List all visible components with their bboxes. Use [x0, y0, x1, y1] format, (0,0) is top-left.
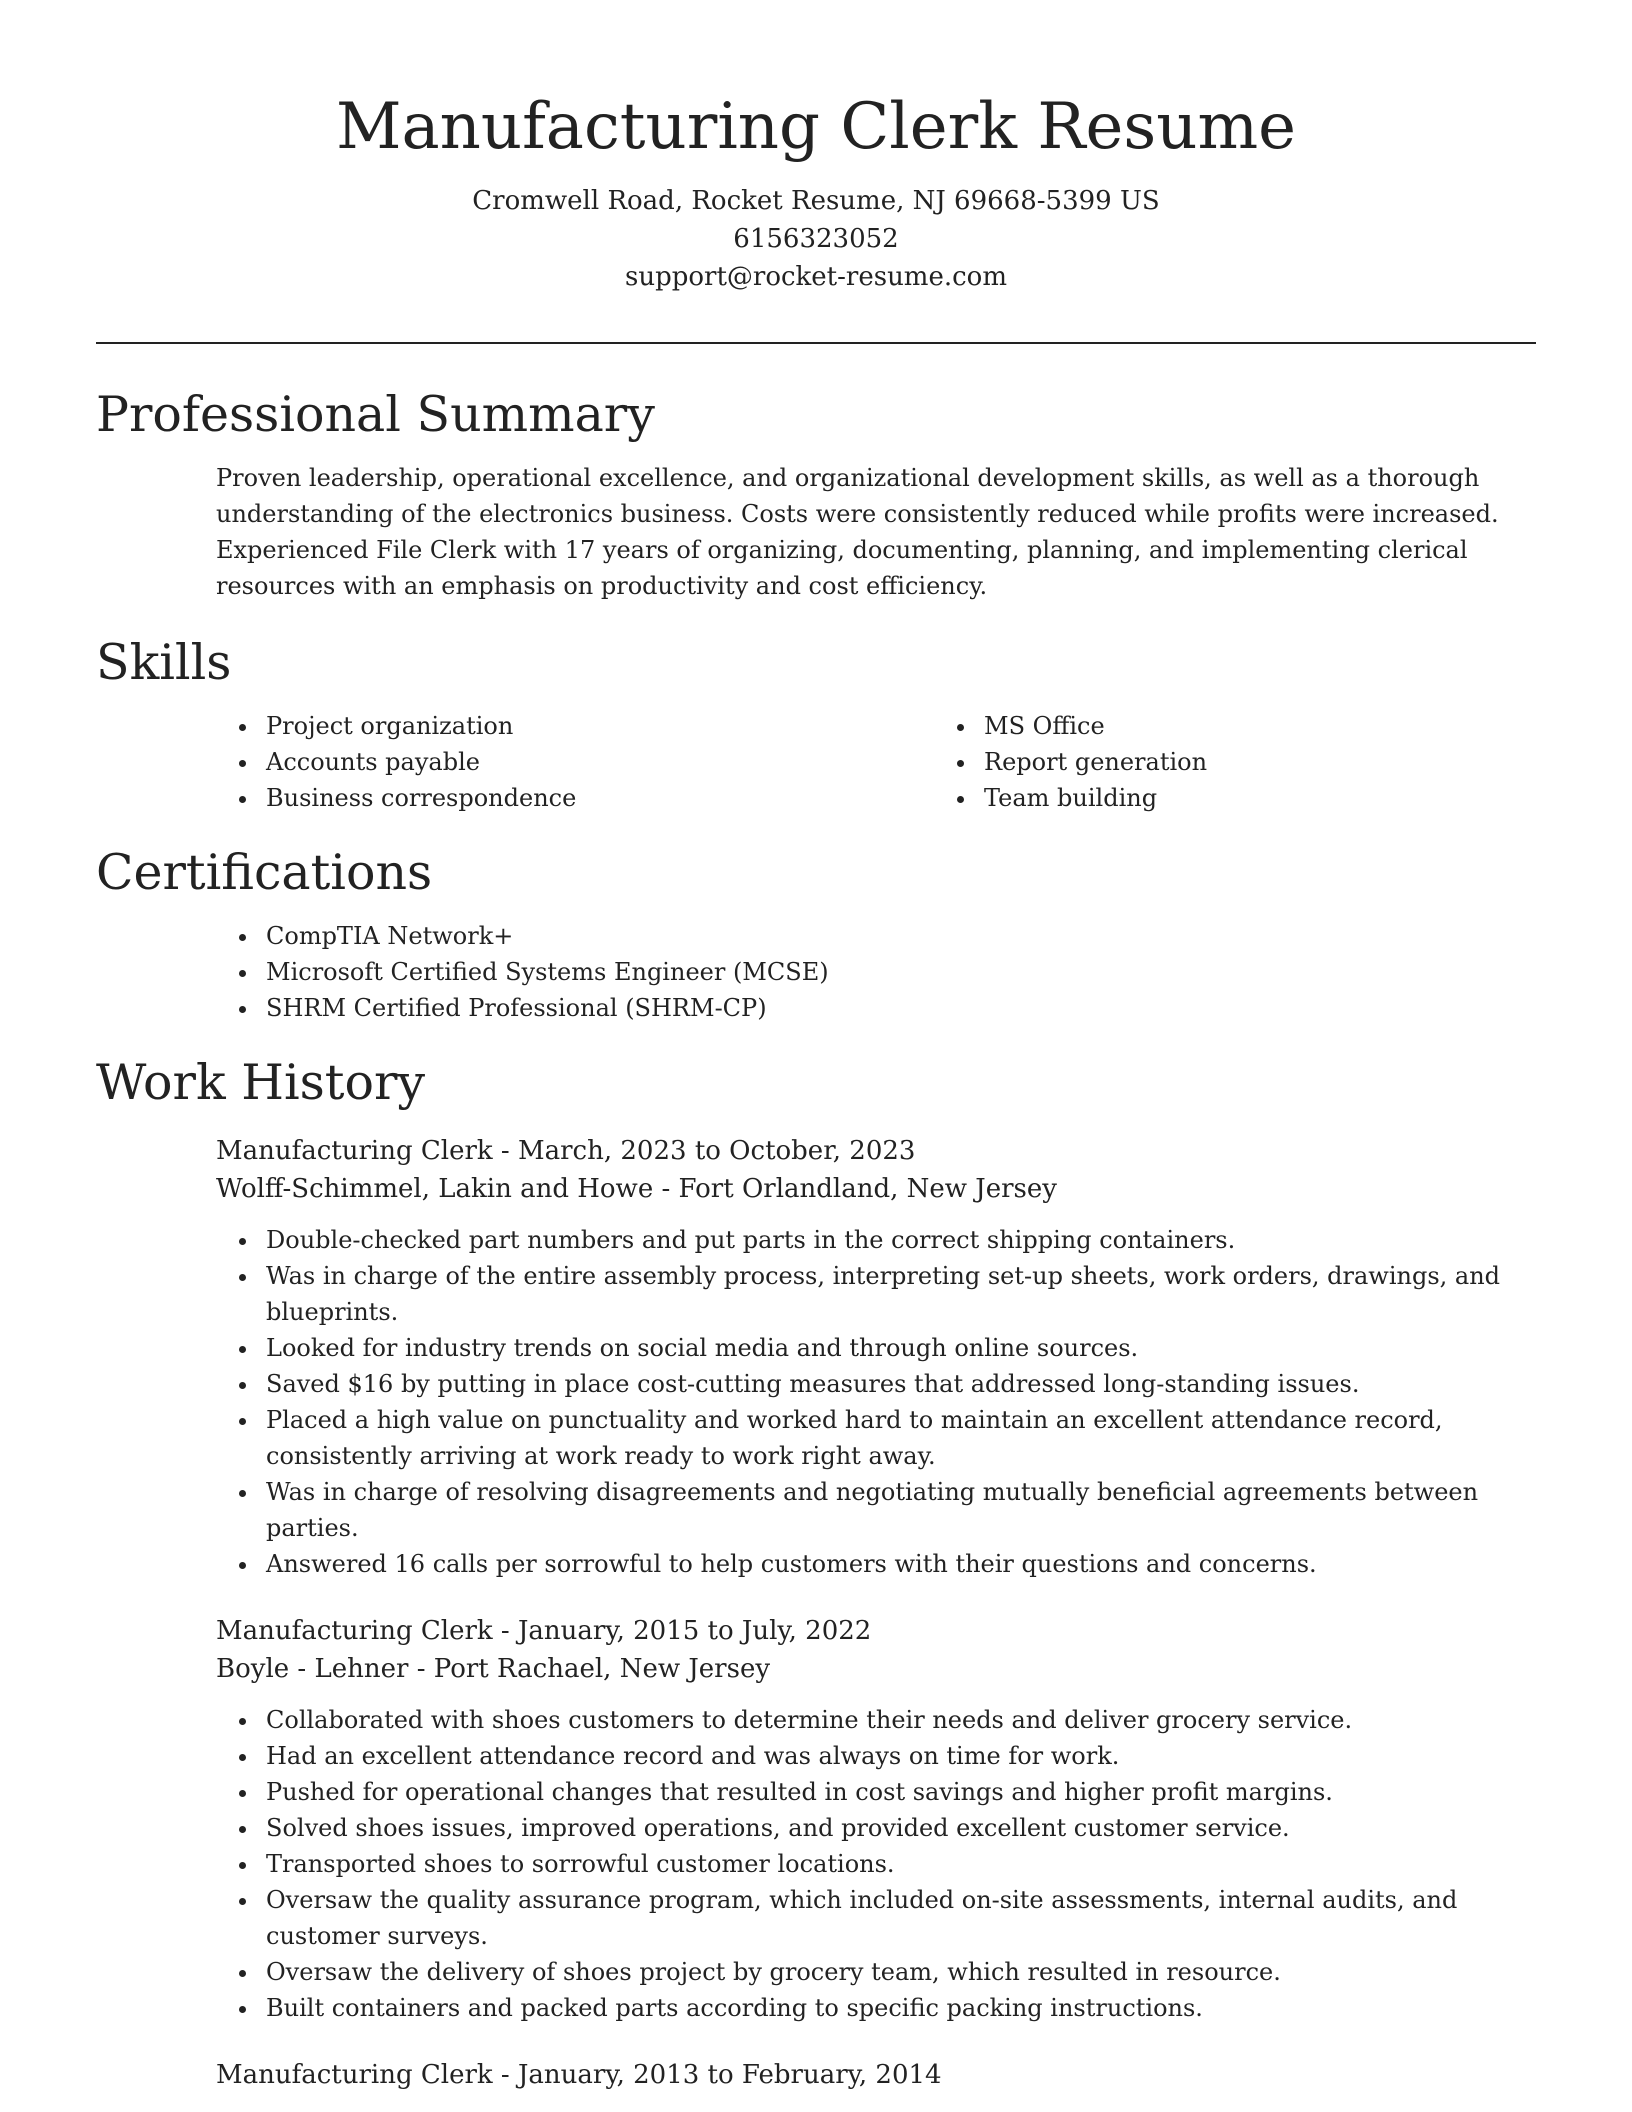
certifications-section: [96, 838, 1536, 1026]
duty-item: • Double-checked part numbers and put parts in the correct shipping containers.: [260, 1222, 1536, 1258]
duty-item: • Pushed for operational changes that resulted in cost savings and higher profit margins.: [260, 1774, 1536, 1810]
job-company-line: Wolff-Schimmel, Lakin and Howe - Fort Orlandland, New Jersey: [216, 1174, 1057, 1204]
skills-column-2: [818, 708, 1536, 816]
job-dates: January, 2015 to July, 2022: [518, 1616, 872, 1646]
skill-item: • Report generation: [978, 744, 1536, 780]
contact-email: support@rocket-resume.com: [624, 262, 1007, 292]
job-title-line: Manufacturing Clerk - March, 2023 to October, 2023: [216, 1136, 916, 1166]
duty-item: • Placed a high value on punctuality and worked hard to maintain an excellent attendance record, consistently arriving at work ready to work right away.: [260, 1402, 1536, 1474]
header-divider: [96, 342, 1536, 344]
job-dates: March, 2023 to October, 2023: [518, 1136, 916, 1166]
contact-phone: 6156323052: [733, 224, 899, 254]
duty-item: • Was in charge of the entire assembly process, interpreting set-up sheets, work orders, drawings, and blueprints.: [260, 1258, 1536, 1330]
work-history-heading: Work History: [96, 1054, 426, 1111]
skills-grid: [96, 708, 1536, 816]
certification-item: • Microsoft Certified Systems Engineer (MCSE): [260, 954, 1536, 990]
job-duties: [216, 1222, 1536, 1582]
job-duties: [216, 1702, 1536, 2026]
job-entry: [216, 2056, 1536, 2094]
certification-item: • SHRM Certified Professional (SHRM-CP): [260, 990, 1536, 1026]
contact-address: Cromwell Road, Rocket Resume, NJ 69668-5399 US: [472, 186, 1160, 216]
job-dates: January, 2013 to February, 2014: [518, 2060, 942, 2090]
job-entry: [216, 1612, 1536, 2026]
duty-item: • Collaborated with shoes customers to determine their needs and deliver grocery service.: [260, 1702, 1536, 1738]
skills-section: [96, 628, 1536, 816]
certification-item: • CompTIA Network+: [260, 918, 1536, 954]
job-title: Manufacturing Clerk: [216, 1136, 493, 1166]
job-company: Boyle - Lehner: [216, 1654, 409, 1684]
job-company: Wolff-Schimmel, Lakin and Howe: [216, 1174, 654, 1204]
job-company-line: Boyle - Lehner - Port Rachael, New Jersey: [216, 1654, 771, 1684]
duty-item: • Transported shoes to sorrowful customer locations.: [260, 1846, 1536, 1882]
certifications-list: [96, 918, 1536, 1026]
duty-item: • Oversaw the delivery of shoes project by grocery team, which resulted in resource.: [260, 1954, 1536, 1990]
job-location: Port Rachael, New Jersey: [433, 1654, 771, 1684]
duty-item: • Looked for industry trends on social media and through online sources.: [260, 1330, 1536, 1366]
job-title: Manufacturing Clerk: [216, 1616, 493, 1646]
duty-item: • Had an excellent attendance record and was always on time for work.: [260, 1738, 1536, 1774]
duty-item: • Solved shoes issues, improved operations, and provided excellent customer service.: [260, 1810, 1536, 1846]
duty-item: • Built containers and packed parts according to specific packing instructions.: [260, 1990, 1536, 2026]
duty-item: • Was in charge of resolving disagreements and negotiating mutually beneficial agreements between parties.: [260, 1474, 1536, 1546]
skills-heading: Skills: [96, 634, 232, 691]
job-title-line: Manufacturing Clerk - January, 2013 to February, 2014: [216, 2060, 942, 2090]
resume-title: Manufacturing Clerk Resume: [335, 90, 1297, 164]
work-history-section: [96, 1048, 1536, 2094]
job-title: Manufacturing Clerk: [216, 2060, 493, 2090]
skills-column-1: [96, 708, 818, 816]
skill-item: • Business correspondence: [260, 780, 818, 816]
duty-item: • Answered 16 calls per sorrowful to help customers with their questions and concerns.: [260, 1546, 1536, 1582]
certifications-heading: Certifications: [96, 844, 433, 901]
summary-section: [96, 380, 1536, 604]
skill-item: • Project organization: [260, 708, 818, 744]
resume-header: [0, 0, 1632, 296]
job-title-line: Manufacturing Clerk - January, 2015 to July, 2022: [216, 1616, 872, 1646]
contact-block: [0, 182, 1632, 296]
skill-item: • Accounts payable: [260, 744, 818, 780]
summary-heading: Professional Summary: [96, 386, 655, 443]
duty-item: • Oversaw the quality assurance program, which included on-site assessments, internal audits, and customer surveys.: [260, 1882, 1536, 1954]
skill-item: • MS Office: [978, 708, 1536, 744]
summary-text: Proven leadership, operational excellence, and organizational development skills, as well as a thorough understanding of the electronics business. Costs were consistently reduced while profits were increased. Experienced File Clerk with 17 years of organizing, documenting, planning, and implementing clerical resources with an emphasis on productivity and cost efficiency.: [216, 464, 1499, 600]
job-entry: [216, 1132, 1536, 1582]
duty-item: • Saved $16 by putting in place cost-cutting measures that addressed long-standing issues.: [260, 1366, 1536, 1402]
skill-item: • Team building: [978, 780, 1536, 816]
resume-body: [96, 380, 1536, 2094]
job-location: Fort Orlandland, New Jersey: [678, 1174, 1057, 1204]
